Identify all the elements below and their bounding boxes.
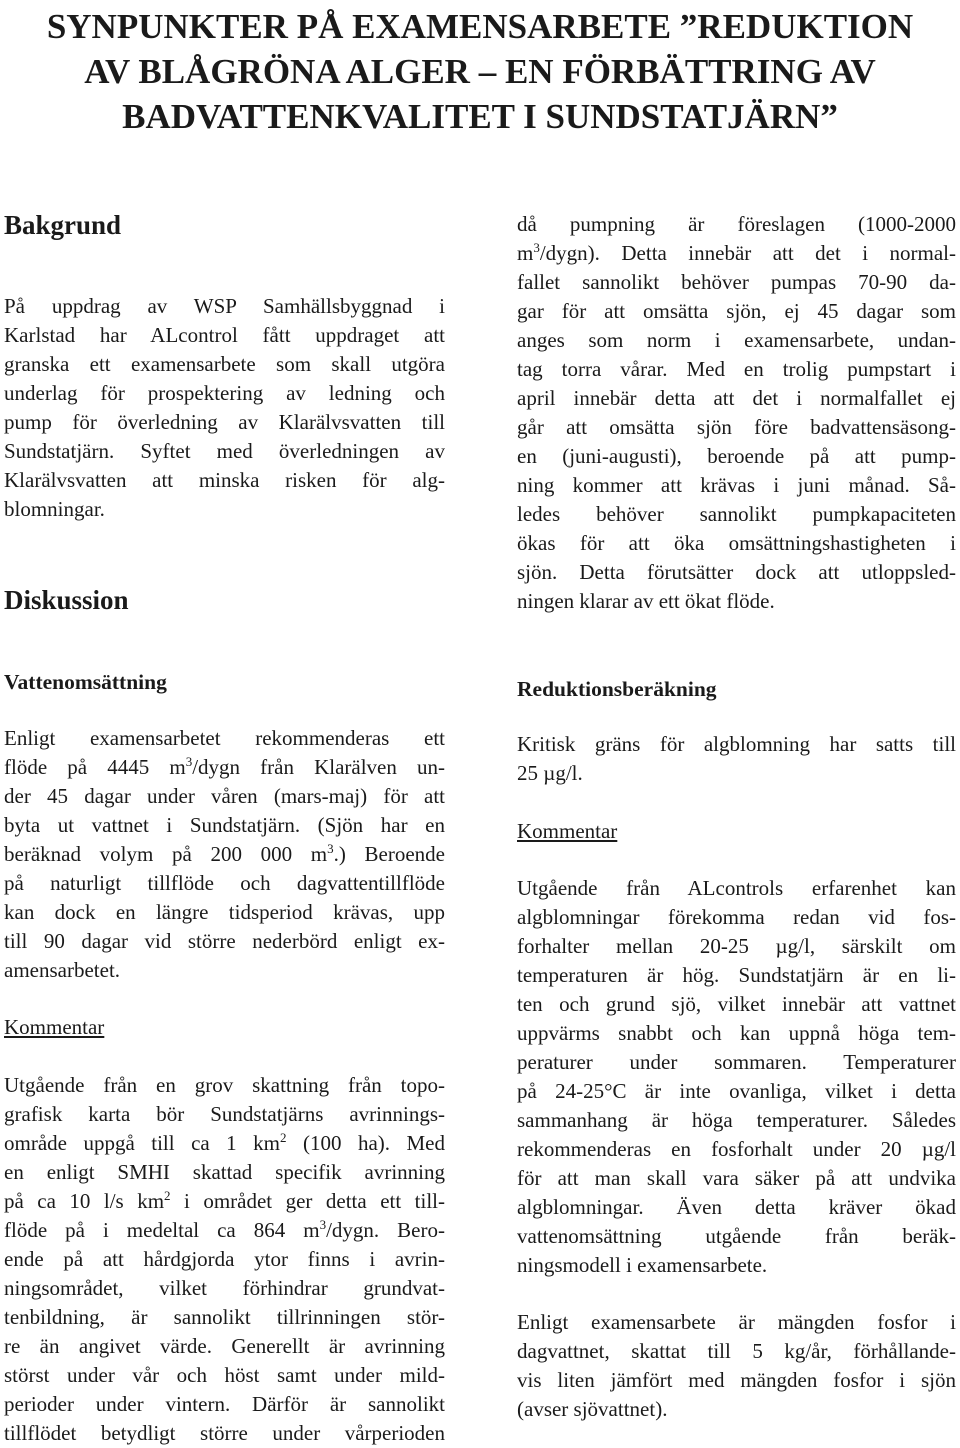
text-line: Utgående från en grov skattning från topo- bbox=[4, 1073, 445, 1097]
text-line bbox=[4, 1187, 445, 1216]
text-line: Karlstad har ALcontrol fått uppdraget att bbox=[4, 323, 445, 347]
text-line: uppvärms snabbt och kan uppnå höga tem- bbox=[517, 1021, 956, 1045]
vattenomsattning-paragraph-2 bbox=[4, 1071, 445, 1448]
text-line: pump för överledning av Klarälvsvatten till bbox=[4, 410, 445, 434]
text-line bbox=[4, 840, 445, 869]
text-line: ende på att hårdgjorda ytor finns i avrin- bbox=[4, 1247, 445, 1271]
text-line: till 90 dagar vid större nederbörd enligt ex- bbox=[4, 929, 445, 953]
reduktion-paragraph-1 bbox=[517, 730, 956, 788]
text-line: på 24-25°C är inte ovanliga, vilket i detta bbox=[517, 1079, 956, 1103]
reduktion-paragraph-3 bbox=[517, 1308, 956, 1424]
text-line: anges som norm i examensarbete, undan- bbox=[517, 328, 956, 352]
document-title bbox=[0, 4, 960, 139]
text-line: forhalter mellan 20-25 µg/l, särskilt om bbox=[517, 934, 956, 958]
text-line bbox=[4, 1216, 445, 1245]
vattenomsattning-paragraph-1 bbox=[4, 724, 445, 985]
text-fragment: m bbox=[517, 241, 534, 265]
text-line: der 45 dagar under våren (mars-maj) för att bbox=[4, 784, 445, 808]
text-line: Enligt examensarbetet rekommenderas ett bbox=[4, 726, 445, 750]
text-line: 25 µg/l. bbox=[517, 761, 583, 785]
superscript: 2 bbox=[164, 1188, 171, 1203]
right-top-paragraph bbox=[517, 210, 956, 616]
heading-bakgrund: Bakgrund bbox=[4, 210, 122, 240]
text-line: på naturligt tillflöde och dagvattentillflöde bbox=[4, 871, 445, 895]
kommentar-label-left: Kommentar bbox=[4, 1015, 105, 1039]
text-line: kan dock en längre tidsperiod krävas, upp bbox=[4, 900, 445, 924]
text-line: går att omsätta sjön före badvattensäsong- bbox=[517, 415, 956, 439]
text-line: en (juni-augusti), beroende på att pump- bbox=[517, 444, 956, 468]
title-line: SYNPUNKTER PÅ EXAMENSARBETE ”REDUKTION bbox=[46, 7, 914, 46]
text-line: (avser sjövattnet). bbox=[517, 1397, 668, 1421]
text-fragment: flöde på i medeltal ca 864 m bbox=[4, 1218, 320, 1242]
text-line: ten och grund sjö, vilket innebär att vattnet bbox=[517, 992, 956, 1016]
text-line: algblomningar förekomma redan vid fos- bbox=[517, 905, 956, 929]
superscript: 2 bbox=[280, 1130, 287, 1145]
text-fragment: /dygn från Klarälven un- bbox=[192, 755, 445, 779]
text-line: blomningar. bbox=[4, 497, 105, 521]
text-line: tenbildning, är sannolikt tillrinningen stör- bbox=[4, 1305, 445, 1329]
text-line: ningsmodell i examensarbete. bbox=[517, 1253, 768, 1277]
text-line: sammanhang är höga temperaturer. Således bbox=[517, 1108, 956, 1132]
text-fragment: beräknad volym på 200 000 m bbox=[4, 842, 328, 866]
superscript: 3 bbox=[533, 240, 540, 255]
text-fragment: på ca 10 l/s km bbox=[4, 1189, 165, 1213]
text-line: april innebär detta att det i normalfallet ej bbox=[517, 386, 956, 410]
text-line: Klarälvsvatten att minska risken för alg- bbox=[4, 468, 445, 492]
title-line: AV BLÅGRÖNA ALGER – EN FÖRBÄTTRING AV bbox=[84, 52, 876, 91]
heading-reduktionsberakning: Reduktionsberäkning bbox=[517, 677, 717, 701]
text-line: byta ut vattnet i Sundstatjärn. (Sjön har en bbox=[4, 813, 445, 837]
superscript: 3 bbox=[327, 841, 334, 856]
text-line: Enligt examensarbete är mängden fosfor i bbox=[517, 1310, 956, 1334]
text-line: för att man skall vara säker på att undvika bbox=[517, 1166, 956, 1190]
title-line: BADVATTENKVALITET I SUNDSTATJÄRN” bbox=[122, 97, 838, 136]
text-line: På uppdrag av WSP Samhällsbyggnad i bbox=[4, 294, 445, 318]
text-line: rekommenderas en fosforhalt under 20 µg/l bbox=[517, 1137, 956, 1161]
superscript: 3 bbox=[319, 1217, 327, 1232]
text-line: granska ett examensarbete som skall utgöra bbox=[4, 352, 445, 376]
text-line: Kritisk gräns för algblomning har satts till bbox=[517, 732, 956, 756]
text-line: gar för att omsätta sjön, ej 45 dagar som bbox=[517, 299, 956, 323]
text-line: ning kommer att krävas i juni månad. Så- bbox=[517, 473, 956, 497]
text-line: sjön. Detta förutsätter dock att utloppsled- bbox=[517, 560, 956, 584]
text-line: peraturer under sommaren. Temperaturer bbox=[517, 1050, 956, 1074]
kommentar-label-right: Kommentar bbox=[517, 819, 618, 843]
text-line: ledes behöver sannolikt pumpkapaciteten bbox=[517, 502, 956, 526]
text-line bbox=[517, 239, 956, 268]
text-line: ningsområdet, vilket förhindrar grundvat- bbox=[4, 1276, 445, 1300]
text-fragment: i området ger detta ett till- bbox=[170, 1189, 445, 1213]
text-line: algblomningar. Även detta kräver ökad bbox=[517, 1195, 956, 1219]
text-line: dagvattnet, skattat till 5 kg/år, förhållande- bbox=[517, 1339, 956, 1363]
text-line: fallet sannolikt behöver pumpas 70-90 da- bbox=[517, 270, 956, 294]
text-line: tillflödet betydligt större under vårperioden bbox=[4, 1421, 445, 1445]
text-fragment: område uppgå till ca 1 km bbox=[4, 1131, 280, 1155]
text-line: grafisk karta bör Sundstatjärns avrinnings- bbox=[4, 1102, 445, 1126]
heading-vattenomsattning: Vattenomsättning bbox=[4, 670, 167, 694]
text-line: tag torra vårar. Med en trolig pumpstart i bbox=[517, 357, 956, 381]
text-fragment: .) Beroende bbox=[333, 842, 445, 866]
text-line: störst under vår och höst samt under mild- bbox=[4, 1363, 445, 1387]
text-fragment: /dygn. Bero- bbox=[326, 1218, 445, 1242]
heading-diskussion: Diskussion bbox=[4, 585, 129, 615]
text-line: amensarbetet. bbox=[4, 958, 121, 982]
text-line: Sundstatjärn. Syftet med överledningen av bbox=[4, 439, 445, 463]
superscript: 3 bbox=[185, 754, 193, 769]
text-line: Utgående från ALcontrols erfarenhet kan bbox=[517, 876, 956, 900]
text-fragment: flöde på 4445 m bbox=[4, 755, 186, 779]
text-fragment: /dygn). Detta innebär att det i normal- bbox=[539, 241, 956, 265]
text-line: ökas för att öka omsättningshastigheten i bbox=[517, 531, 956, 555]
text-line: temperaturen är hög. Sundstatjärn är en li- bbox=[517, 963, 956, 987]
text-line: ningen klarar av ett ökat flöde. bbox=[517, 589, 775, 613]
text-line: perioder under vintern. Därför är sannolikt bbox=[4, 1392, 445, 1416]
text-fragment: (100 ha). Med bbox=[286, 1131, 445, 1155]
text-line bbox=[4, 753, 445, 782]
reduktion-paragraph-2 bbox=[517, 874, 956, 1280]
text-line: då pumpning är föreslagen (1000-2000 bbox=[517, 212, 956, 236]
text-line: underlag för prospektering av ledning och bbox=[4, 381, 445, 405]
text-line: re än angivet värde. Generellt är avrinning bbox=[4, 1334, 445, 1358]
bakgrund-paragraph bbox=[4, 292, 445, 524]
text-line: vattenomsättning utgående från beräk- bbox=[517, 1224, 956, 1248]
text-line bbox=[4, 1129, 445, 1158]
text-line: vis liten jämfört med mängden fosfor i sjön bbox=[517, 1368, 956, 1392]
text-line: en enligt SMHI skattad specifik avrinning bbox=[4, 1160, 445, 1184]
